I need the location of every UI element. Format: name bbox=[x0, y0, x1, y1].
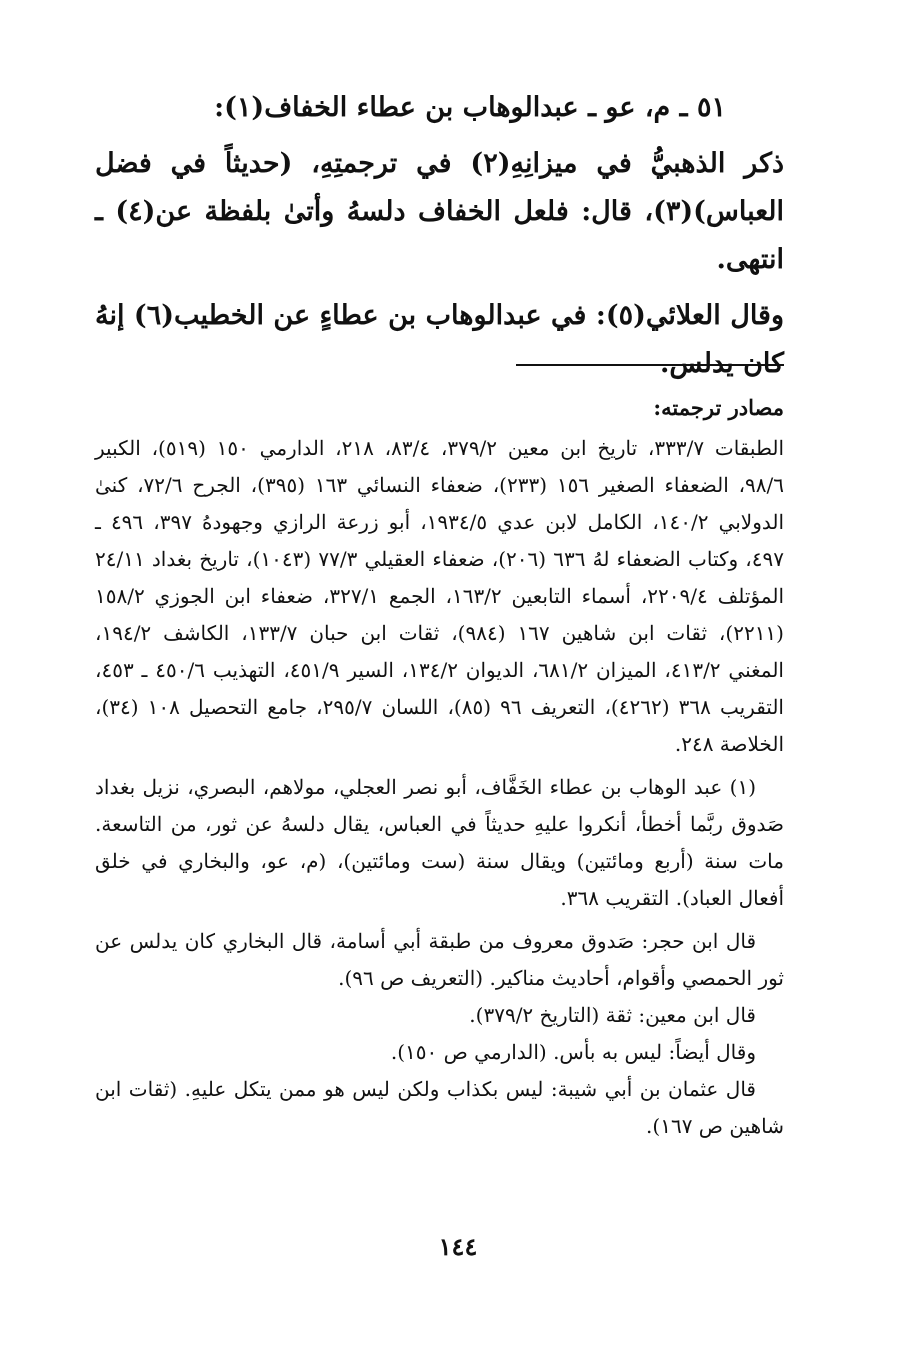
sources-title: مصادر ترجمته: bbox=[653, 395, 784, 420]
footnote-ibn-hajar: قال ابن حجر: صَدوق معروف من طبقة أبي أسامة، قال البخاري كان يدلس عن ثور الحمصي وأقوام، أحاديث مناكير. (التعريف ص ٩٦). bbox=[95, 929, 784, 990]
page-number: ١٤٤ bbox=[438, 1232, 478, 1261]
footnote-ibn-main: قال ابن معين: ثقة (التاريخ ٣٧٩/٢). bbox=[469, 1003, 756, 1027]
footnotes-section bbox=[95, 390, 784, 1145]
main-paragraph-1: ذكر الذهبيُّ في ميزانِهِ(٢) في ترجمتِهِ، (حديثاً في فضل العباس)(٣)، قال: فلعل الخفاف دلسهُ وأتىٰ بلفظة عن(٤) ـ انتهى. bbox=[95, 148, 784, 275]
footnote-uthman: قال عثمان بن أبي شيبة: ليس بكذاب ولكن ليس هو ممن يتكل عليهِ. (ثقات ابن شاهين ص ١٦٧). bbox=[95, 1077, 784, 1138]
main-paragraph-2: وقال العلائي(٥): في عبدالوهاب بن عطاءٍ عن الخطيب(٦) إنهُ كان يدلس. bbox=[95, 300, 784, 379]
entry-heading bbox=[95, 84, 726, 132]
footnote-separator bbox=[516, 364, 784, 366]
footnote-also: وقال أيضاً: ليس به بأس. (الدارمي ص ١٥٠). bbox=[390, 1040, 756, 1064]
main-text bbox=[95, 140, 784, 388]
footnote-1: (١) عبد الوهاب بن عطاء الخَفَّاف، أبو نصر العجلي، مولاهم، البصري، نزيل بغداد صَدوق ربَّما أخطأ، أنكروا عليهِ حديثاً في العباس، يقال دلسهُ عن ثور، من التاسعة. مات سنة (أربع ومائتين) ويقال سنة (ست ومائتين)، (م، عو، والبخاري في خلق أفعال العباد). التقريب ٣٦٨. bbox=[95, 775, 784, 910]
sources-list: الطبقات ٣٣٣/٧، تاريخ ابن معين ٣٧٩/٢، ٨٣/٤، ٢١٨، الدارمي ١٥٠ (٥١٩)، الكبير ٩٨/٦، الضعفاء الصغير ١٥٦ (٢٣٣)، ضعفاء النسائي ١٦٣ (٣٩٥)، الجرح ٧٢/٦، كنىٰ الدولابي ١٤٠/٢، الكامل لابن عدي ١٩٣٤/٥، أبو زرعة الرازي وجهودهُ ٣٩٧، ٤٩٦ ـ ٤٩٧، وكتاب الضعفاء لهُ ٦٣٦ (٢٠٦)، ضعفاء العقيلي ٧٧/٣ (١٠٤٣)، تاريخ بغداد ٢٤/١١ المؤتلف ٢٢٠٩/٤، أسماء التابعين ١٦٣/٢، الجمع ٣٢٧/١، ضعفاء ابن الجوزي ١٥٨/٢ (٢٢١١)، ثقات ابن شاهين ١٦٧ (٩٨٤)، ثقات ابن حبان ١٣٣/٧، الكاشف ١٩٤/٢، المغني ٤١٣/٢، الميزان ٦٨١/٢، الديوان ١٣٤/٢، السير ٤٥١/٩، التهذيب ٤٥٠/٦ ـ ٤٥٣، التقريب ٣٦٨ (٤٢٦٢)، التعريف ٩٦ (٨٥)، اللسان ٢٩٥/٧، جامع التحصيل ١٠٨ (٣٤)، الخلاصة ٢٤٨. bbox=[95, 436, 785, 756]
entry-heading-text: ٥١ ـ م، عو ـ عبدالوهاب بن عطاء الخفاف(١): bbox=[214, 92, 726, 123]
